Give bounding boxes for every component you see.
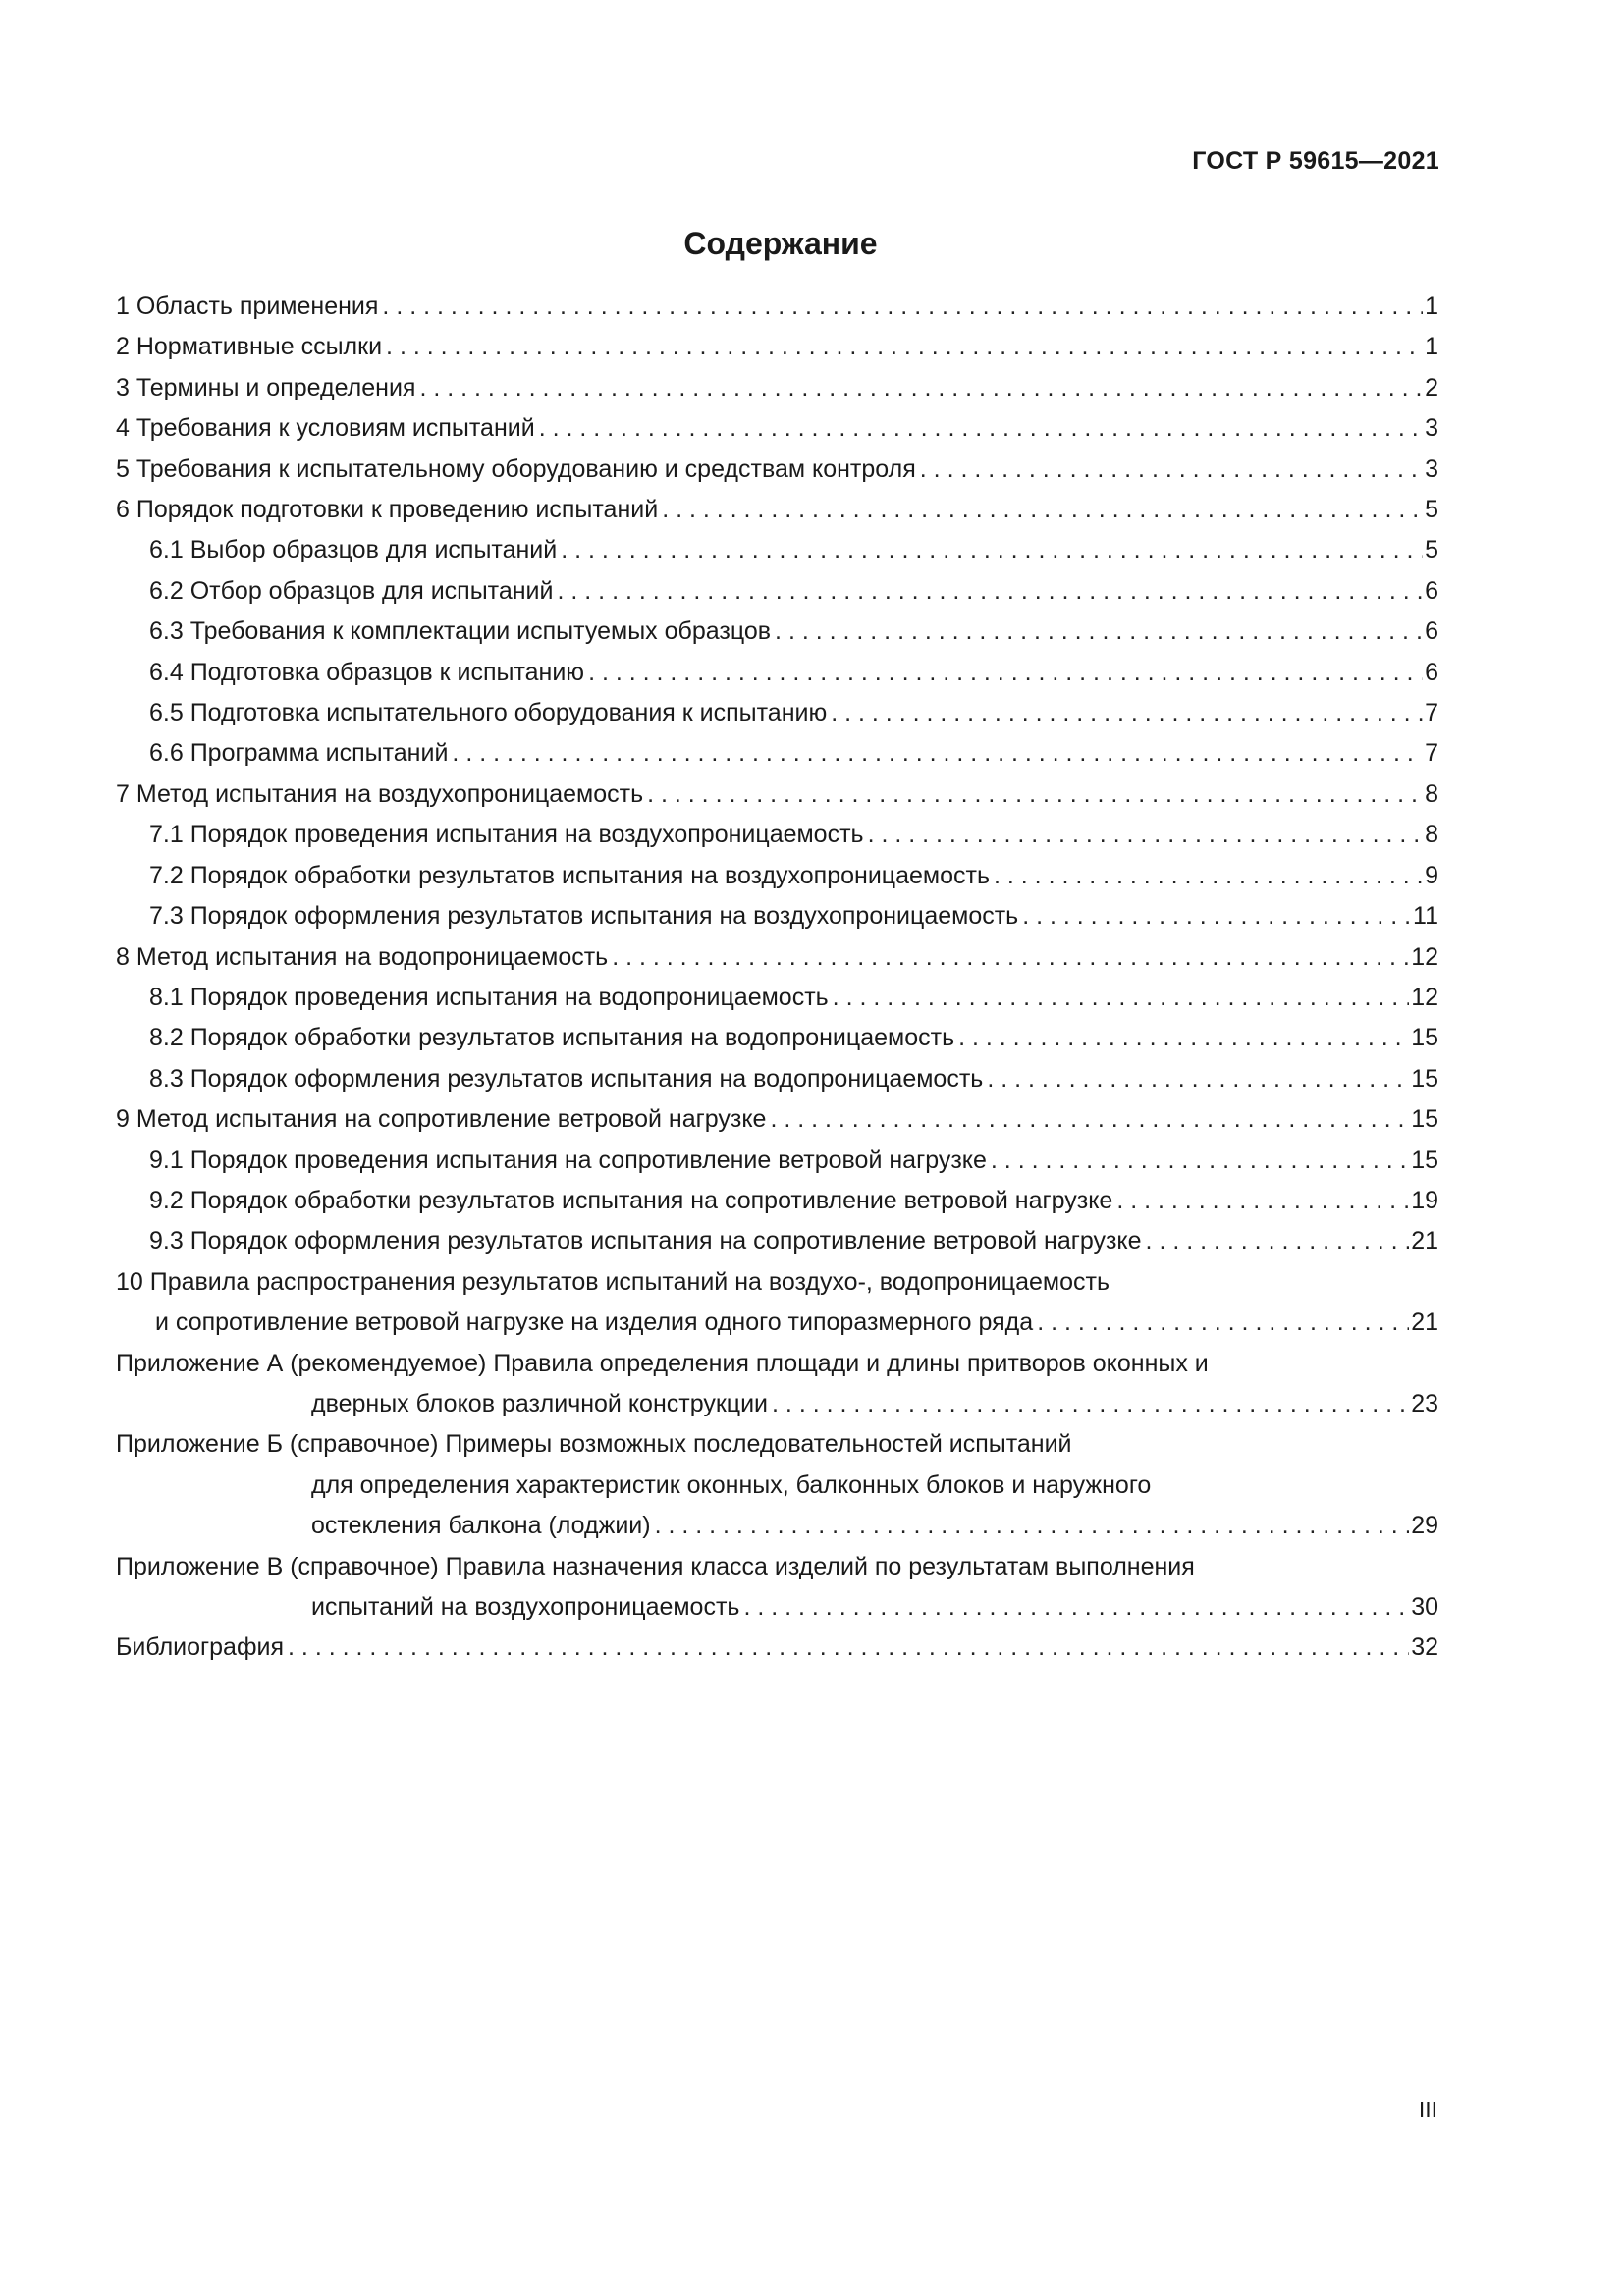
toc-page-number: 7 <box>1425 739 1438 768</box>
toc-entry[interactable] <box>116 1059 1438 1099</box>
toc-leader-dots <box>539 408 1423 449</box>
toc-leader-dots <box>588 653 1423 693</box>
toc-leader-dots <box>1037 1303 1409 1343</box>
toc-page-number: 6 <box>1425 658 1438 686</box>
toc-entry-text: и сопротивление ветровой нагрузке на изделия одного типоразмерного ряда <box>155 1308 1034 1337</box>
toc-page-number: 6 <box>1425 576 1438 605</box>
toc-leader-dots <box>647 774 1423 815</box>
toc-entry[interactable] <box>116 733 1438 774</box>
toc-page-number: 23 <box>1411 1389 1438 1417</box>
toc-entry-text: 6 Порядок подготовки к проведению испытаний <box>116 496 659 524</box>
toc-entry-text: 6.1 Выбор образцов для испытаний <box>149 536 558 564</box>
toc-entry-text: 9 Метод испытания на сопротивление ветровой нагрузке <box>116 1105 767 1134</box>
toc-page-number: 8 <box>1425 779 1438 808</box>
toc-leader-dots <box>561 530 1423 570</box>
toc-page-number: 5 <box>1425 496 1438 524</box>
toc-entry[interactable] <box>116 1018 1438 1058</box>
toc-leader-dots <box>382 287 1423 327</box>
toc-page-number: 9 <box>1425 861 1438 889</box>
toc-leader-dots <box>662 490 1423 530</box>
toc-leader-dots <box>1022 896 1411 936</box>
toc-entry[interactable] <box>116 1344 1438 1425</box>
toc-entry-text: 7 Метод испытания на воздухопроницаемость <box>116 779 644 808</box>
toc-page-number: 29 <box>1411 1512 1438 1540</box>
toc-page-number: 5 <box>1425 536 1438 564</box>
toc-entry-text: 6.5 Подготовка испытательного оборудования к испытанию <box>149 699 828 727</box>
toc-entry-text: Библиография <box>116 1633 285 1662</box>
toc-entry[interactable] <box>116 1181 1438 1221</box>
toc-entry-text: 8.3 Порядок оформления результатов испытания на водопроницаемость <box>149 1064 984 1093</box>
toc-page-number: 11 <box>1413 902 1438 931</box>
page-number: III <box>1418 2097 1437 2122</box>
toc-entry[interactable] <box>116 896 1438 936</box>
toc-leader-dots <box>612 937 1409 978</box>
toc-entry[interactable] <box>116 978 1438 1018</box>
toc-page-number: 12 <box>1411 942 1438 971</box>
toc-entry-text: 7.1 Порядок проведения испытания на воздухопроницаемость <box>149 821 864 849</box>
toc-entry[interactable] <box>116 530 1438 570</box>
toc-entry[interactable] <box>116 1424 1438 1546</box>
toc-entry-text: Приложение А (рекомендуемое) Правила определения площади и длины притворов оконных и <box>116 1349 1209 1377</box>
toc-entry[interactable] <box>116 1141 1438 1181</box>
toc-leader-dots <box>743 1587 1409 1628</box>
toc-page-number: 3 <box>1425 454 1438 483</box>
toc-page-number: 32 <box>1411 1633 1438 1662</box>
toc-page-number: 1 <box>1425 293 1438 320</box>
toc-leader-dots <box>452 733 1423 774</box>
toc-entry-text: Приложение В (справочное) Правила назначения класса изделий по результатам выполнения <box>116 1552 1195 1580</box>
toc-entry-text: остекления балкона (лоджии) <box>311 1512 651 1540</box>
toc-leader-dots <box>920 450 1423 490</box>
toc-page-number: 30 <box>1411 1593 1438 1621</box>
toc-entry-text: 7.2 Порядок обработки результатов испытания на воздухопроницаемость <box>149 861 990 889</box>
toc-entry-text: 9.2 Порядок обработки результатов испытания на сопротивление ветровой нагрузке <box>149 1186 1113 1214</box>
toc-page-number: 12 <box>1411 983 1438 1011</box>
toc-entry-text: 4 Требования к условиям испытаний <box>116 414 535 443</box>
toc-entry-text: 9.3 Порядок оформления результатов испытания на сопротивление ветровой нагрузке <box>149 1227 1142 1255</box>
page-title: Содержание <box>683 226 878 261</box>
toc-entry-text: 8 Метод испытания на водопроницаемость <box>116 942 609 971</box>
toc-page-number: 19 <box>1411 1186 1438 1214</box>
toc-page-number: 15 <box>1411 1146 1438 1174</box>
toc-leader-dots <box>994 856 1423 896</box>
toc-entry[interactable] <box>116 1547 1438 1629</box>
toc-entry[interactable] <box>116 450 1438 490</box>
toc-entry-text: 6.2 Отбор образцов для испытаний <box>149 576 554 605</box>
toc-entry-text: 2 Нормативные ссылки <box>116 333 383 361</box>
toc-page-number: 15 <box>1411 1024 1438 1052</box>
toc-entry[interactable] <box>116 1628 1438 1668</box>
toc-entry[interactable] <box>116 815 1438 855</box>
toc-entry[interactable] <box>116 774 1438 815</box>
toc-leader-dots <box>775 612 1423 652</box>
toc-entry[interactable] <box>116 1099 1438 1140</box>
toc-entry[interactable] <box>116 368 1438 408</box>
toc-entry-text: Приложение Б (справочное) Примеры возможных последовательностей испытаний <box>116 1430 1072 1459</box>
toc-leader-dots <box>991 1141 1409 1181</box>
toc-entry[interactable] <box>116 1221 1438 1261</box>
toc-leader-dots <box>958 1018 1409 1058</box>
toc-leader-dots <box>833 978 1410 1018</box>
toc-leader-dots <box>987 1059 1409 1099</box>
toc-entry-text: 8.2 Порядок обработки результатов испытания на водопроницаемость <box>149 1024 955 1052</box>
document-code: ГОСТ Р 59615—2021 <box>1192 147 1439 175</box>
toc-page-number: 7 <box>1425 699 1438 727</box>
toc-entry-text: 6.4 Подготовка образцов к испытанию <box>149 658 585 686</box>
toc-leader-dots <box>655 1506 1410 1546</box>
toc-leader-dots <box>772 1384 1409 1424</box>
toc-entry-text: 6.6 Программа испытаний <box>149 739 449 768</box>
toc-page-number: 2 <box>1425 373 1438 401</box>
toc-entry[interactable] <box>116 612 1438 652</box>
toc-entry-text: 3 Термины и определения <box>116 373 416 401</box>
toc-entry-text: дверных блоков различной конструкции <box>311 1389 769 1417</box>
toc-entry-text: испытаний на воздухопроницаемость <box>311 1593 740 1621</box>
toc-entry[interactable] <box>116 856 1438 896</box>
toc-page-number: 1 <box>1425 333 1438 361</box>
table-of-contents <box>116 287 1438 1669</box>
toc-entry-text: 1 Область применения <box>116 293 379 320</box>
toc-entry-text: 10 Правила распространения результатов испытаний на воздухо-, водопроницаемость <box>116 1267 1110 1296</box>
toc-leader-dots <box>1146 1221 1410 1261</box>
toc-entry[interactable] <box>116 408 1438 449</box>
toc-entry-text: для определения характеристик оконных, балконных блоков и наружного <box>311 1470 1152 1499</box>
toc-entry[interactable] <box>116 693 1438 733</box>
toc-page-number: 21 <box>1411 1227 1438 1255</box>
toc-leader-dots <box>770 1099 1409 1140</box>
toc-leader-dots <box>419 368 1423 408</box>
toc-leader-dots <box>386 327 1423 367</box>
toc-leader-dots <box>1116 1181 1409 1221</box>
toc-entry-text: 5 Требования к испытательному оборудованию и средствам контроля <box>116 454 916 483</box>
toc-entry-text: 7.3 Порядок оформления результатов испытания на воздухопроницаемость <box>149 902 1019 931</box>
toc-entry-text: 8.1 Порядок проведения испытания на водопроницаемость <box>149 983 829 1011</box>
toc-leader-dots <box>868 815 1424 855</box>
toc-page-number: 15 <box>1411 1105 1438 1134</box>
toc-entry[interactable] <box>116 490 1438 530</box>
toc-leader-dots <box>288 1628 1409 1668</box>
toc-entry-text: 9.1 Порядок проведения испытания на сопротивление ветровой нагрузке <box>149 1146 987 1174</box>
toc-entry-text: 6.3 Требования к комплектации испытуемых образцов <box>149 617 772 646</box>
toc-page-number: 15 <box>1411 1064 1438 1093</box>
toc-page-number: 3 <box>1425 414 1438 443</box>
toc-leader-dots <box>831 693 1423 733</box>
toc-entry[interactable] <box>116 937 1438 978</box>
toc-page-number: 21 <box>1411 1308 1438 1337</box>
toc-entry[interactable] <box>116 571 1438 612</box>
toc-entry[interactable] <box>116 287 1438 327</box>
toc-entry[interactable] <box>116 1262 1438 1344</box>
toc-entry[interactable] <box>116 327 1438 367</box>
toc-entry[interactable] <box>116 653 1438 693</box>
toc-page-number: 8 <box>1425 821 1438 849</box>
toc-page-number: 6 <box>1425 617 1438 646</box>
toc-leader-dots <box>558 571 1424 612</box>
